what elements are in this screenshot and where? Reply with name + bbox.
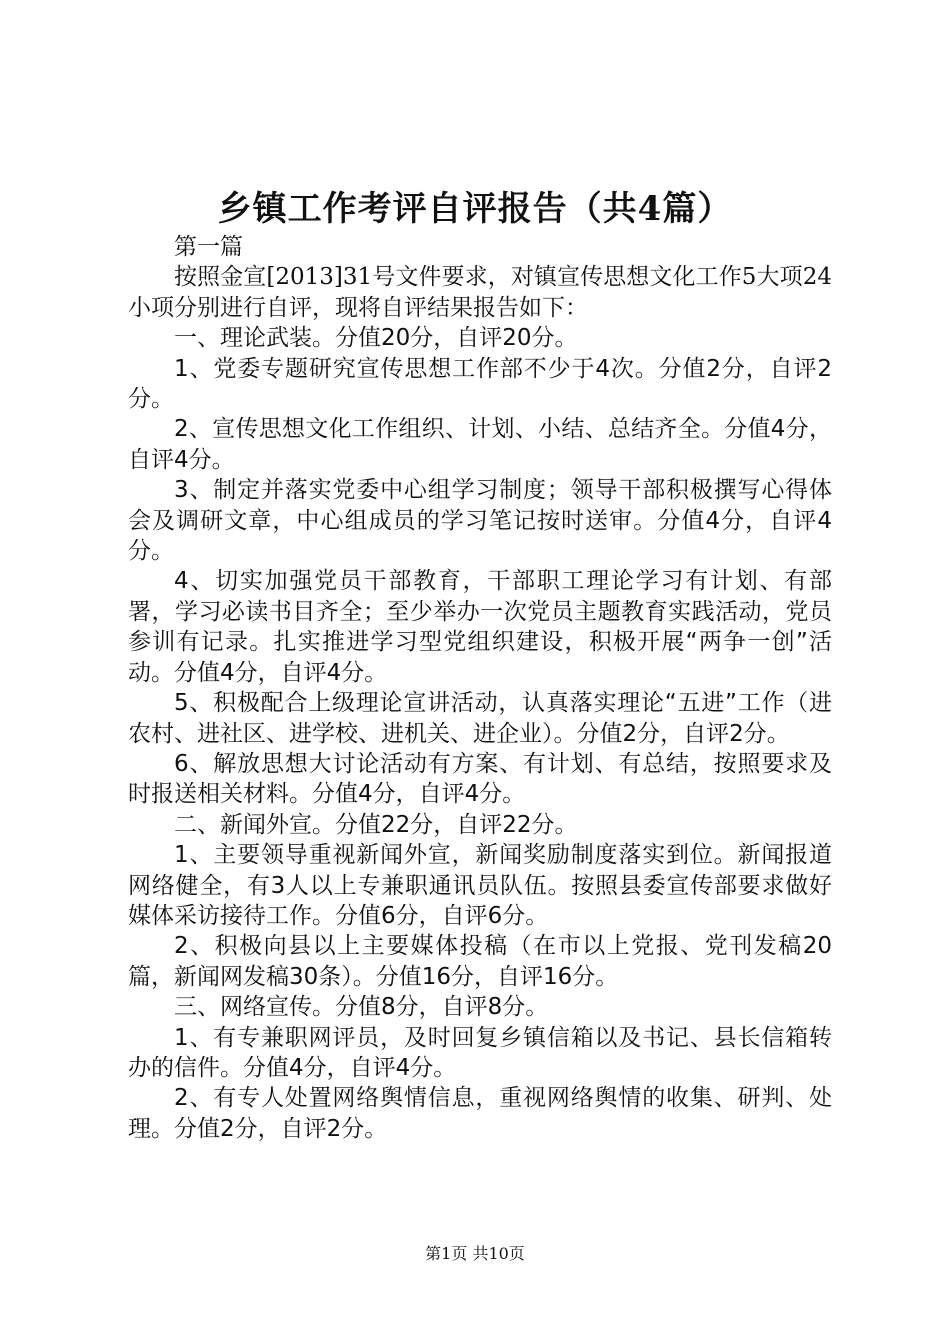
intro-paragraph: 按照金宣[2013]31号文件要求，对镇宣传思想文化工作5大项24小项分别进行自评，现将自评结果报告如下： bbox=[128, 264, 832, 321]
list-item: 3、制定并落实党委中心组学习制度；领导干部积极撰写心得体会及调研文章，中心组成员的学习笔记按时送审。分值4分，自评4分。 bbox=[128, 477, 832, 565]
list-item: 5、积极配合上级理论宣讲活动，认真落实理论“五进”工作（进农村、进社区、进学校、进机关、进企业）。分值2分，自评2分。 bbox=[128, 690, 832, 747]
document-title: 乡镇工作考评自评报告（共4篇） bbox=[217, 189, 733, 229]
page-number: 第1页 共10页 bbox=[425, 1244, 525, 1263]
list-item: 6、解放思想大讨论活动有方案、有计划、有总结，按照要求及时报送相关材料。分值4分，自评4分。 bbox=[128, 750, 832, 808]
list-item: 1、党委专题研究宣传思想工作部不少于4次。分值2分，自评2分。 bbox=[128, 355, 832, 413]
list-item: 4、切实加强党员干部教育，干部职工理论学习有计划、有部署，学习必读书目齐全；至少举办一次党员主题教育实践活动，党员参训有记录。扎实推进学习型党组织建设，积极开展“两争一创”活动。分值4分，自评4分。 bbox=[128, 568, 832, 686]
list-item: 1、有专兼职网评员，及时回复乡镇信箱以及书记、县长信箱转办的信件。分值4分，自评4分。 bbox=[128, 1024, 832, 1081]
section-heading: 三、网络宣传。分值8分，自评8分。 bbox=[174, 994, 549, 1021]
list-item: 1、主要领导重视新闻外宣，新闻奖励制度落实到位。新闻报道网络健全，有3人以上专兼职通讯员队伍。按照县委宣传部要求做好媒体采访接待工作。分值6分，自评6分。 bbox=[128, 842, 832, 929]
section-heading: 一、理论武装。分值20分，自评20分。 bbox=[174, 325, 578, 352]
list-item: 2、积极向县以上主要媒体投稿（在市以上党报、党刊发稿20篇，新闻网发稿30条）。分值16分，自评16分。 bbox=[128, 933, 832, 990]
section-heading: 二、新闻外宣。分值22分，自评22分。 bbox=[174, 811, 578, 838]
document-body bbox=[128, 232, 832, 1144]
list-item: 2、有专人处置网络舆情信息，重视网络舆情的收集、研判、处理。分值2分，自评2分。 bbox=[128, 1085, 832, 1142]
section-label: 第一篇 bbox=[174, 234, 243, 260]
list-item: 2、宣传思想文化工作组织、计划、小结、总结齐全。分值4分，自评4分。 bbox=[128, 416, 832, 473]
